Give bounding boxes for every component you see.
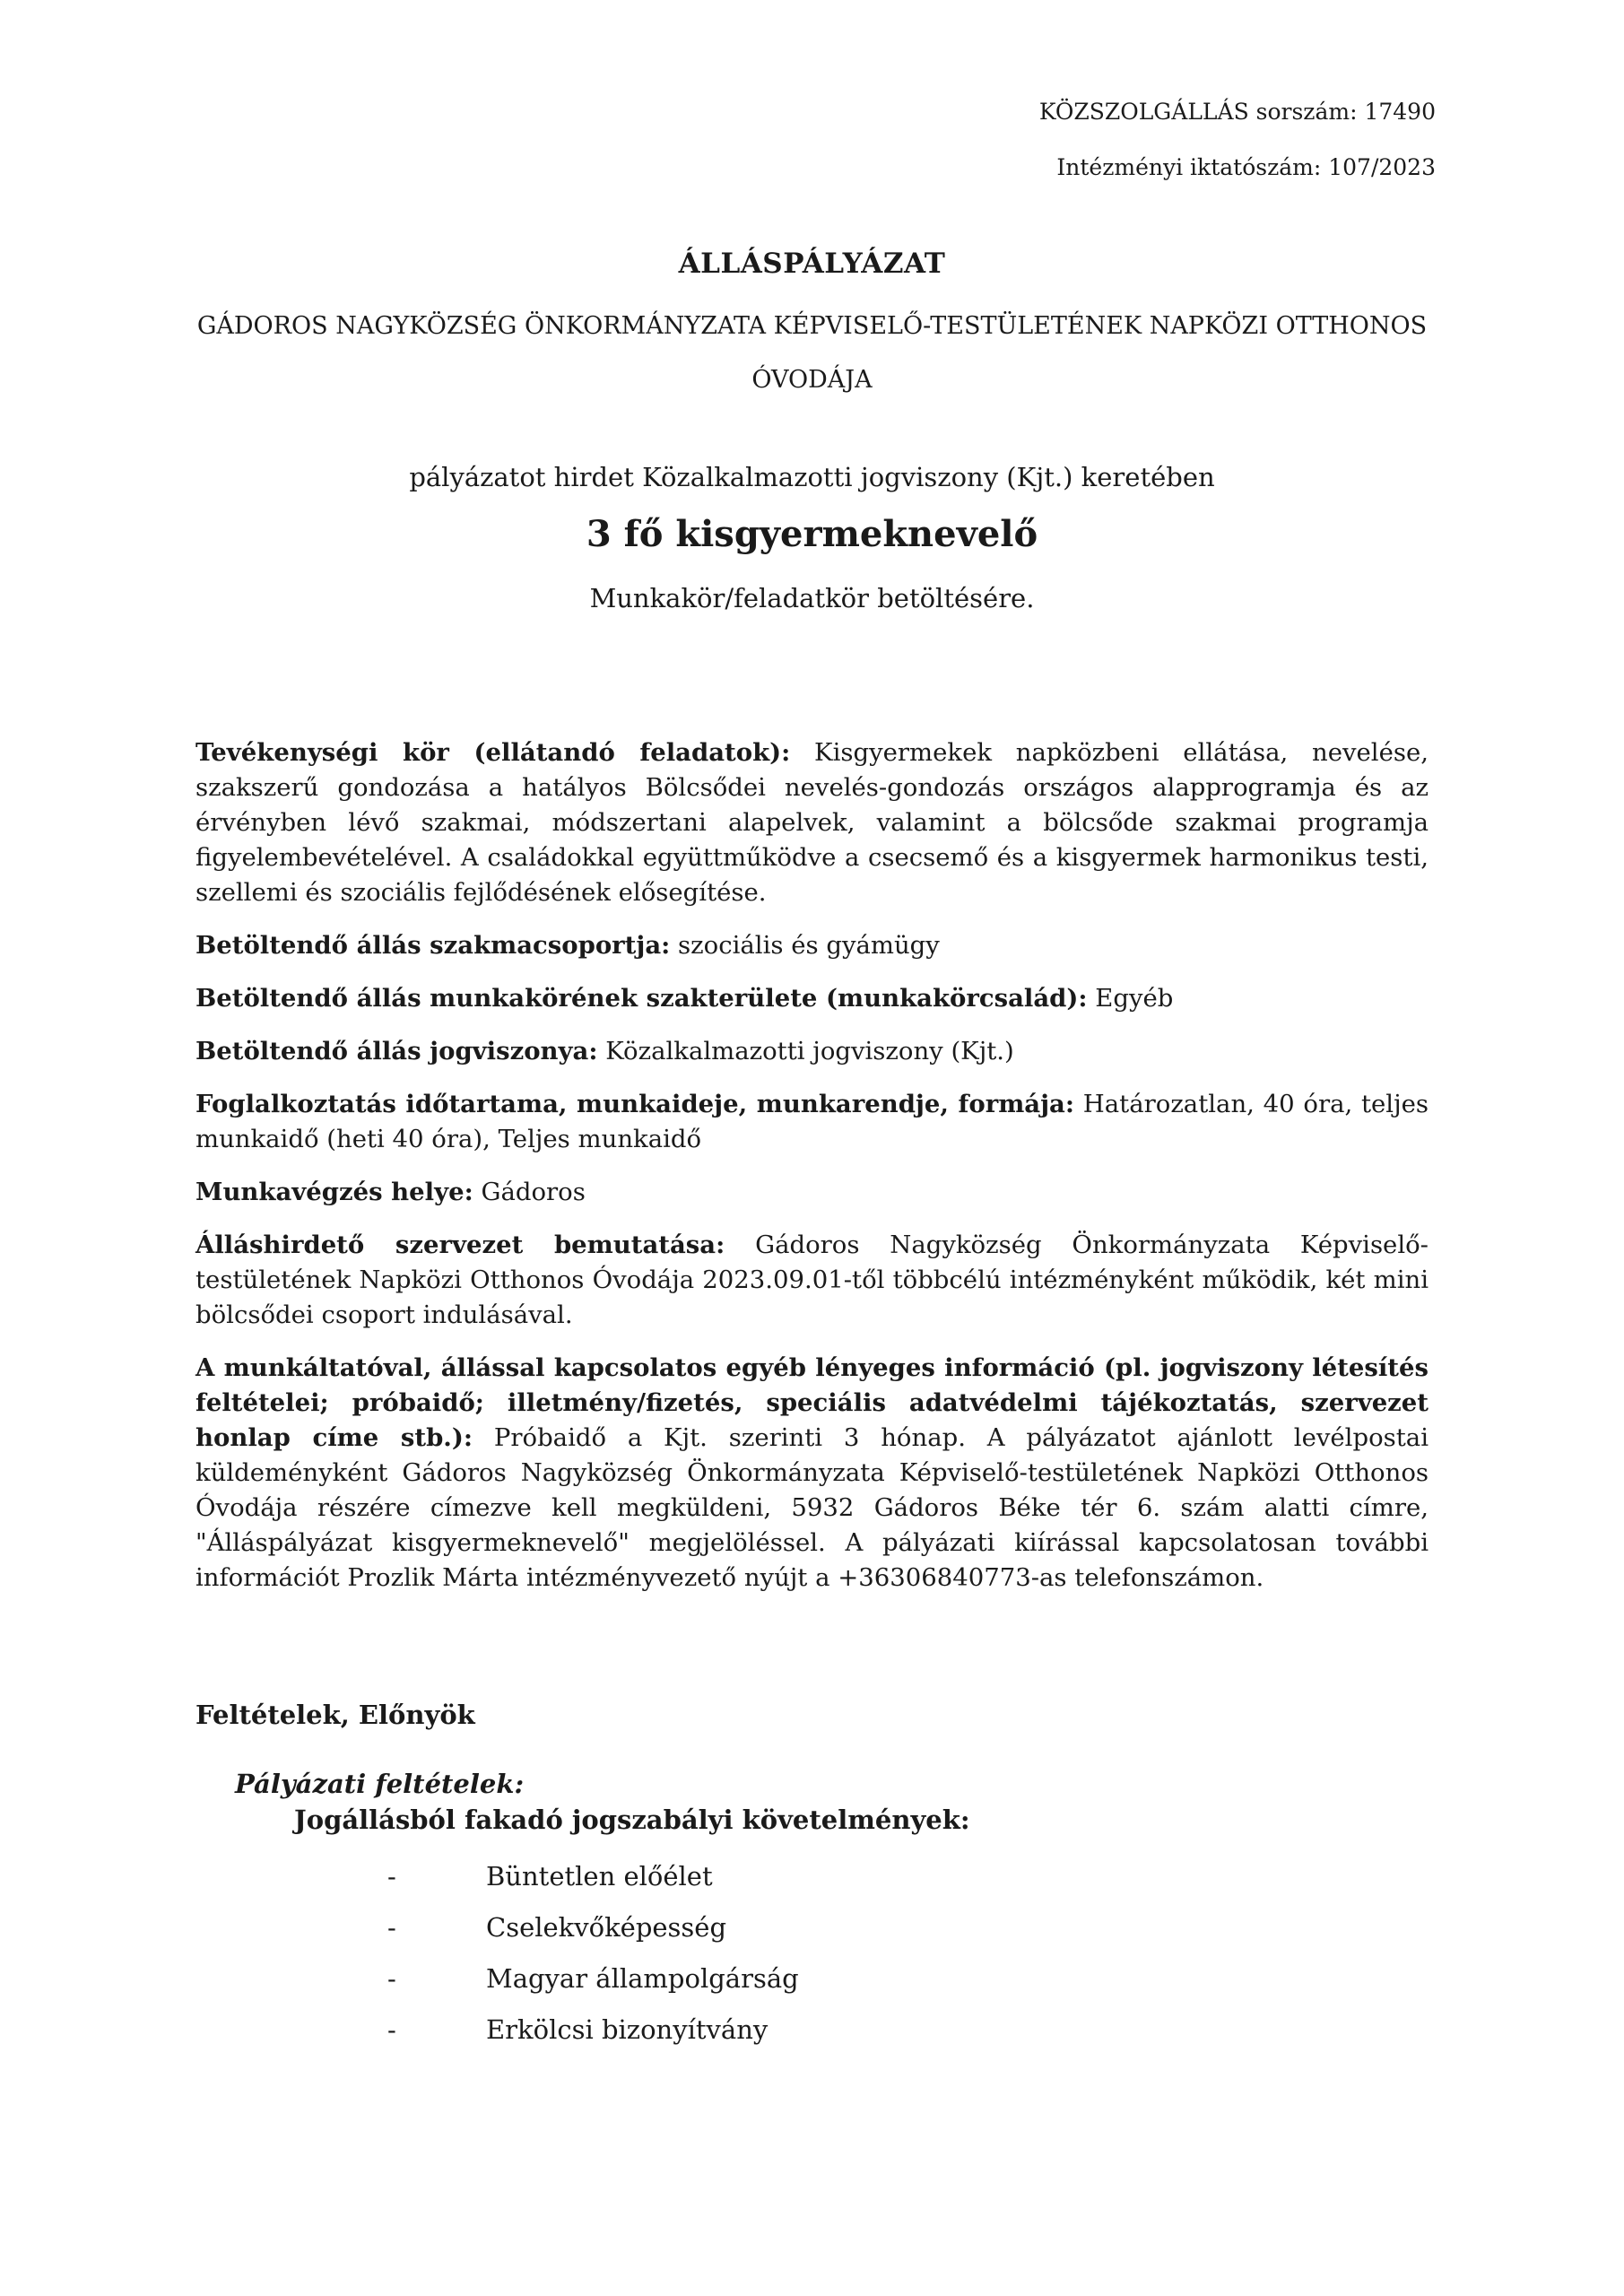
section-label: Betöltendő állás jogviszonya:	[195, 1037, 598, 1065]
document-title: ÁLLÁSPÁLYÁZAT	[678, 248, 946, 280]
section-label: Betöltendő állás munkakörének szakterülete (munkakörcsalád):	[195, 984, 1088, 1013]
section-label: Betöltendő állás szakmacsoportja:	[195, 931, 671, 960]
institution-ref-number: Intézményi iktatószám: 107/2023	[1056, 154, 1436, 180]
section-working-time	[195, 1087, 1429, 1157]
section-text: szociális és gyámügy	[670, 931, 940, 960]
section-label: A munkáltatóval, állással kapcsolatos egyéb lényeges információ (pl. jogviszony létesítés feltételei; próbaidő; illetmény/fizetés, speciális adatvédelmi tájékoztatás, szervezet honlap címe stb.):	[195, 1353, 1429, 1452]
legal-requirements-heading: Jogállásból fakadó jogszabályi követelmények:	[294, 1805, 970, 1835]
section-text: Próbaidő a Kjt. szerinti 3 hónap. A pályázatot ajánlott levélpostai küldeményként Gádoros Nagyközség Önkormányzata Képviselő-testületének Napközi Otthonos Óvodája részére címezve kell megküldeni, 5932 Gádoros Béke tér 6. szám alatti címre, "Álláspályázat kisgyermeknevelő" megjelöléssel. A pályázati kiírással kapcsolatosan további információt Prozlik Márta intézményvezető nyújt a +36306840773-as telefonszámon.	[195, 1423, 1429, 1592]
section-label: Tevékenységi kör (ellátandó feladatok):	[195, 738, 791, 767]
section-organization	[195, 1228, 1429, 1333]
section-other-info	[195, 1351, 1429, 1596]
details-section	[195, 735, 1429, 1613]
section-text: Kisgyermekek napközbeni ellátása, nevelése, szakszerű gondozása a hatályos Bölcsődei nevelés-gondozás országos alapprogramja és az érvényben lévő szakmai, módszertani alapelvek, valamint a bölcsőde szakmai programja figyelembevételével. A családokkal együttműködve a csecsemő és a kisgyermek harmonikus testi, szellemi és szociális fejlődésének elősegítése.	[195, 738, 1429, 907]
section-text: Határozatlan, 40 óra, teljes munkaidő (heti 40 óra), Teljes munkaidő	[195, 1090, 1429, 1153]
section-label: Munkavégzés helye:	[195, 1178, 473, 1206]
intro-line: pályázatot hirdet Közalkalmazotti jogviszony (Kjt.) keretében	[409, 462, 1215, 492]
conditions-heading: Feltételek, Előnyök	[195, 1700, 475, 1730]
section-text: Egyéb	[1087, 984, 1174, 1013]
dash-bullet: -	[387, 1861, 396, 1892]
conditions-subheading: Pályázati feltételek:	[235, 1769, 525, 1799]
section-activities	[195, 735, 1429, 910]
section-text: Gádoros Nagyközség Önkormányzata Képviselő-testületének Napközi Otthonos Óvodája 2023.09.01-től többcélú intézményként működik, két mini bölcsődei csoport indulásával.	[195, 1231, 1429, 1329]
employer-name: GÁDOROS NAGYKÖZSÉG ÖNKORMÁNYZATA KÉPVISELŐ-TESTÜLETÉNEK NAPKÖZI OTTHONOS ÓVODÁJA	[196, 312, 1428, 394]
position-title: 3 fő kisgyermeknevelő	[586, 513, 1038, 555]
section-text: Gádoros	[473, 1178, 586, 1206]
section-legal-relationship	[195, 1034, 1429, 1069]
section-workplace	[195, 1175, 1429, 1210]
position-subline: Munkakör/feladatkör betöltésére.	[589, 583, 1035, 613]
requirement-text: Magyar állampolgárság	[486, 1963, 799, 1994]
ref-number: KÖZSZOLGÁLLÁS sorszám: 17490	[1038, 99, 1436, 125]
dash-bullet: -	[387, 1912, 396, 1943]
dash-bullet: -	[387, 1963, 396, 1994]
dash-bullet: -	[387, 2014, 396, 2045]
section-job-field	[195, 981, 1429, 1016]
requirement-text: Erkölcsi bizonyítvány	[486, 2014, 769, 2045]
requirement-text: Cselekvőképesség	[486, 1912, 727, 1943]
section-label: Álláshirdető szervezet bemutatása:	[195, 1231, 725, 1259]
section-professional-group	[195, 928, 1429, 963]
section-text: Közalkalmazotti jogviszony (Kjt.)	[597, 1037, 1014, 1065]
section-label: Foglalkoztatás időtartama, munkaideje, munkarendje, formája:	[195, 1090, 1075, 1118]
requirement-text: Büntetlen előélet	[486, 1861, 713, 1892]
